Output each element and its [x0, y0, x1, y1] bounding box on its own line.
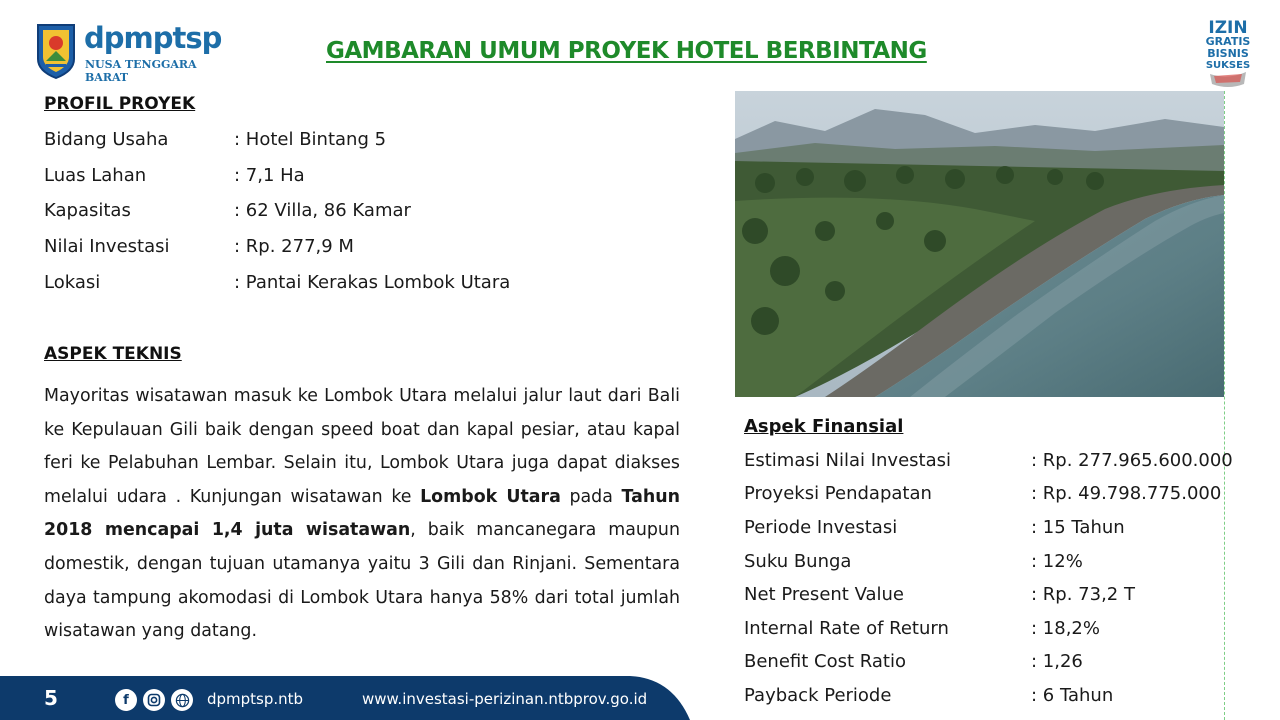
- page-number: 5: [44, 686, 58, 710]
- financial-label: Proyeksi Pendapatan: [744, 483, 932, 504]
- profile-value: : Rp. 277,9 M: [234, 236, 354, 257]
- financial-value: : Rp. 73,2 T: [1031, 584, 1135, 605]
- website-link[interactable]: www.investasi-perizinan.ntbprov.go.id: [362, 690, 648, 708]
- financial-value: : 12%: [1031, 551, 1083, 572]
- profile-row: [44, 200, 411, 221]
- financial-row: [744, 551, 1083, 572]
- financial-label: Internal Rate of Return: [744, 618, 949, 639]
- badge-line-4: SUKSES: [1205, 60, 1251, 71]
- financial-label: Payback Periode: [744, 685, 892, 706]
- financial-heading: Aspek Finansial: [744, 416, 904, 437]
- profile-label: Nilai Investasi: [44, 236, 170, 257]
- profile-value: : Hotel Bintang 5: [234, 129, 387, 150]
- financial-value: : Rp. 49.798.775.000: [1031, 483, 1222, 504]
- financial-row: [744, 651, 1083, 672]
- financial-row: [744, 584, 1135, 605]
- financial-value: : 6 Tahun: [1031, 685, 1114, 706]
- financial-label: Benefit Cost Ratio: [744, 651, 906, 672]
- technical-heading: ASPEK TEKNIS: [44, 344, 182, 364]
- badge-line-1: IZIN: [1208, 18, 1248, 38]
- beach-aerial-photo: [735, 91, 1224, 397]
- profile-label: Lokasi: [44, 272, 101, 293]
- profile-label: Kapasitas: [44, 200, 131, 221]
- financial-label: Estimasi Nilai Investasi: [744, 450, 951, 471]
- profile-row: [44, 236, 354, 257]
- social-icons: [115, 689, 193, 713]
- badge-line-3: BISNIS: [1207, 47, 1249, 60]
- profile-row: [44, 165, 305, 186]
- divider-line: [1224, 91, 1225, 720]
- financial-label: Periode Investasi: [744, 517, 898, 538]
- badge-line-2: GRATIS: [1205, 35, 1251, 48]
- technical-paragraph: Mayoritas wisatawan masuk ke Lombok Utara melalui jalur laut dari Bali ke Kepulauan Gili baik dengan speed boat dan kapal pesiar, atau kapal feri ke Pelabuhan Lembar. Selain itu, Lombok Utara juga dapat diakses melalui udara . Kunjungan wisatawan ke Lombok Utara pada Tahun 2018 mencapai 1,4 juta wisatawan, baik mancanegara maupun domestik, dengan tujuan utamanya yaitu 3 Gili dan Rinjani. Sementara daya tampung akomodasi di Lombok Utara hanya 58% dari total jumlah wisatawan yang datang.: [44, 386, 680, 642]
- profile-value: : 7,1 Ha: [234, 165, 305, 186]
- dpmptsp-logo: [34, 20, 234, 84]
- social-handle[interactable]: dpmptsp.ntb: [207, 690, 304, 708]
- financial-label: Suku Bunga: [744, 551, 852, 572]
- globe-icon[interactable]: [171, 689, 193, 711]
- financial-row: [744, 450, 1233, 471]
- profile-label: Bidang Usaha: [44, 129, 169, 150]
- profile-label: Luas Lahan: [44, 165, 147, 186]
- financial-row: [744, 685, 1114, 706]
- financial-value: : 1,26: [1031, 651, 1083, 672]
- facebook-icon[interactable]: f: [115, 689, 137, 711]
- brand-subtitle: NUSA TENGGARA BARAT: [85, 58, 197, 84]
- ntb-crest-icon: [34, 21, 78, 79]
- financial-value: : 18,2%: [1031, 618, 1100, 639]
- financial-row: [744, 517, 1125, 538]
- brand-name: dpmptsp: [84, 21, 222, 55]
- financial-label: Net Present Value: [744, 584, 905, 605]
- instagram-icon[interactable]: [143, 689, 165, 711]
- financial-value: : 15 Tahun: [1031, 517, 1125, 538]
- profile-row: [44, 129, 387, 150]
- page-title: GAMBARAN UMUM PROYEK HOTEL BERBINTANG: [326, 38, 927, 64]
- profile-row: [44, 272, 511, 293]
- profile-heading: PROFIL PROYEK: [44, 94, 196, 114]
- financial-value: : Rp. 277.965.600.000: [1031, 450, 1233, 471]
- profile-value: : 62 Villa, 86 Kamar: [234, 200, 411, 221]
- izin-gratis-badge: [1204, 14, 1252, 92]
- financial-row: [744, 483, 1222, 504]
- financial-row: [744, 618, 1100, 639]
- profile-value: : Pantai Kerakas Lombok Utara: [234, 272, 511, 293]
